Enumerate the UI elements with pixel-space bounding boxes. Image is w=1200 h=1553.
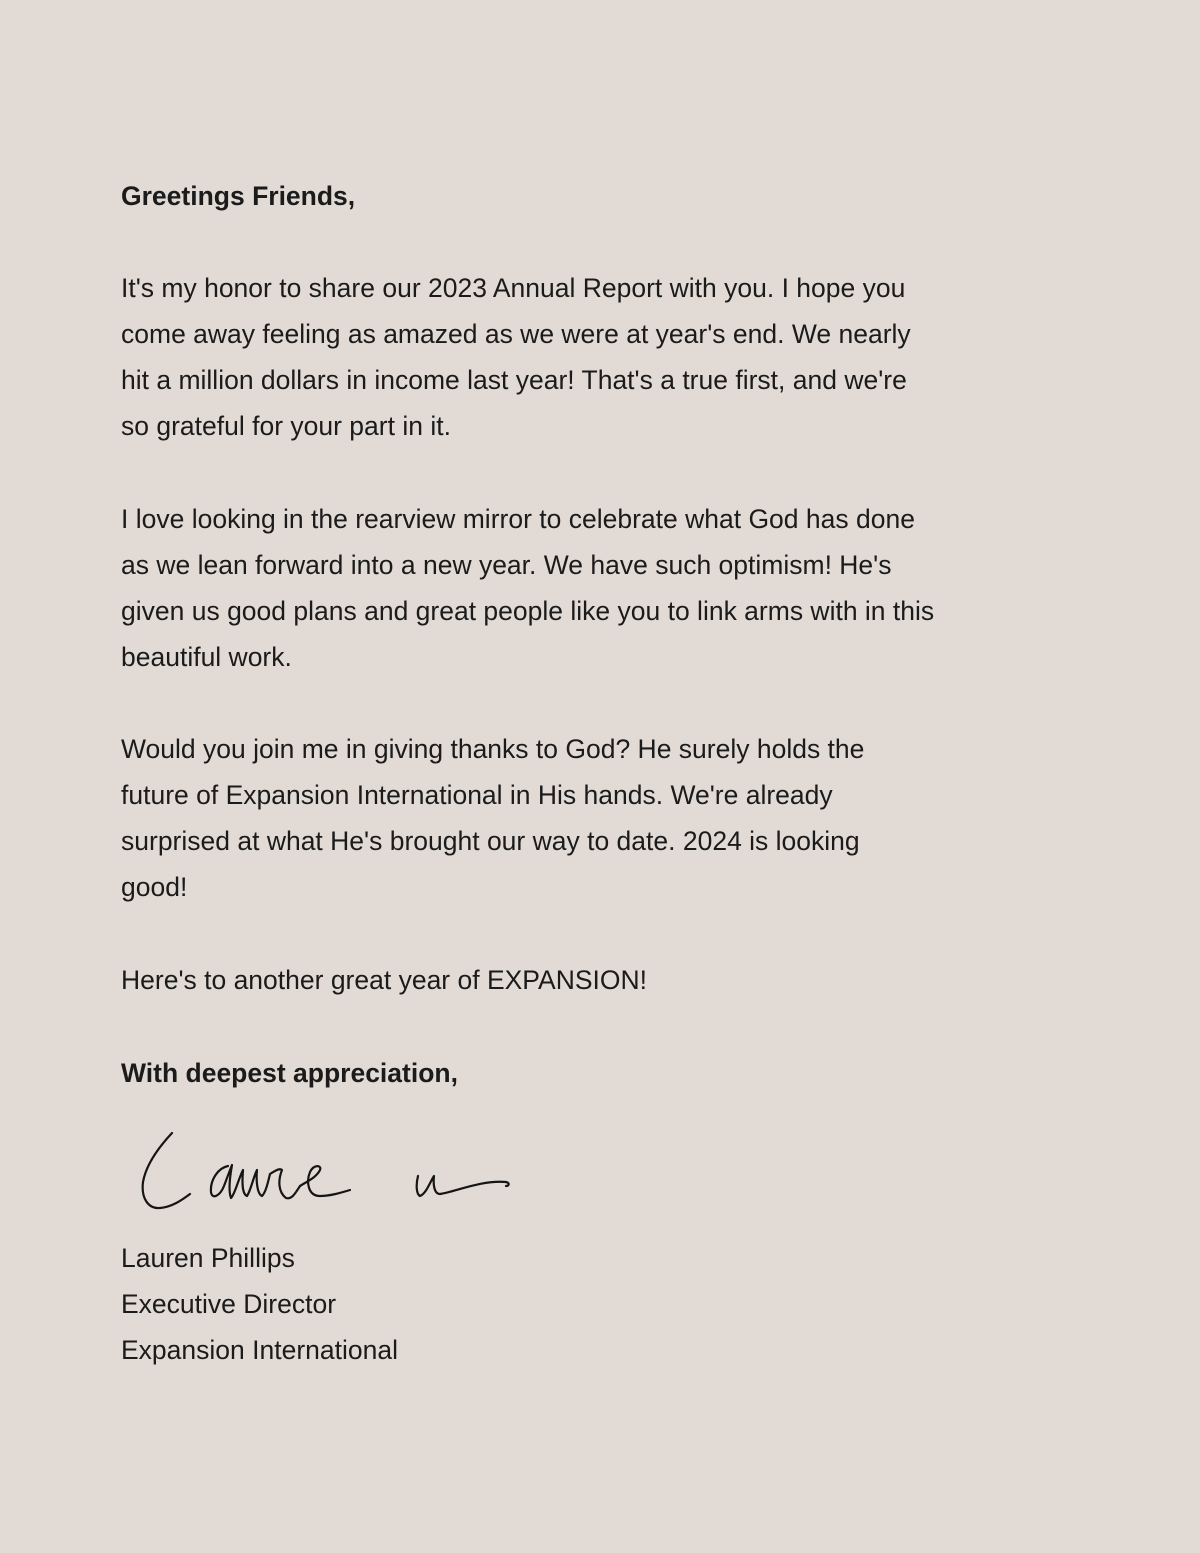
signer-title: Executive Director (121, 1289, 337, 1319)
text-line: hit a million dollars in income last year! That's a true first, and we're (121, 365, 907, 395)
text-line: come away feeling as amazed as we were at year's end. We nearly (121, 319, 911, 349)
text-line: Here's to another great year of EXPANSION! (121, 965, 647, 995)
signature (110, 1120, 530, 1220)
text-line: given us good plans and great people like you to link arms with in this (121, 596, 935, 626)
paragraph-2 (121, 496, 1121, 680)
text-line: Would you join me in giving thanks to God? He surely holds the (121, 734, 865, 764)
paragraph-3 (121, 726, 1121, 910)
text-line: good! (121, 872, 188, 902)
greeting: Greetings Friends, (121, 181, 356, 211)
paragraph-1 (121, 265, 1121, 449)
text-line: future of Expansion International in His hands. We're already (121, 780, 833, 810)
text-line: as we lean forward into a new year. We have such optimism! He's (121, 550, 892, 580)
signer-block (121, 1235, 1121, 1373)
signer-organization: Expansion International (121, 1335, 398, 1365)
text-line: I love looking in the rearview mirror to celebrate what God has done (121, 504, 915, 534)
signer-name: Lauren Phillips (121, 1243, 295, 1273)
paragraph-4 (121, 957, 1121, 1003)
text-line: so grateful for your part in it. (121, 411, 451, 441)
closing: With deepest appreciation, (121, 1058, 458, 1088)
text-line: It's my honor to share our 2023 Annual Report with you. I hope you (121, 273, 906, 303)
text-line: surprised at what He's brought our way to date. 2024 is looking (121, 826, 860, 856)
text-line: beautiful work. (121, 642, 292, 672)
